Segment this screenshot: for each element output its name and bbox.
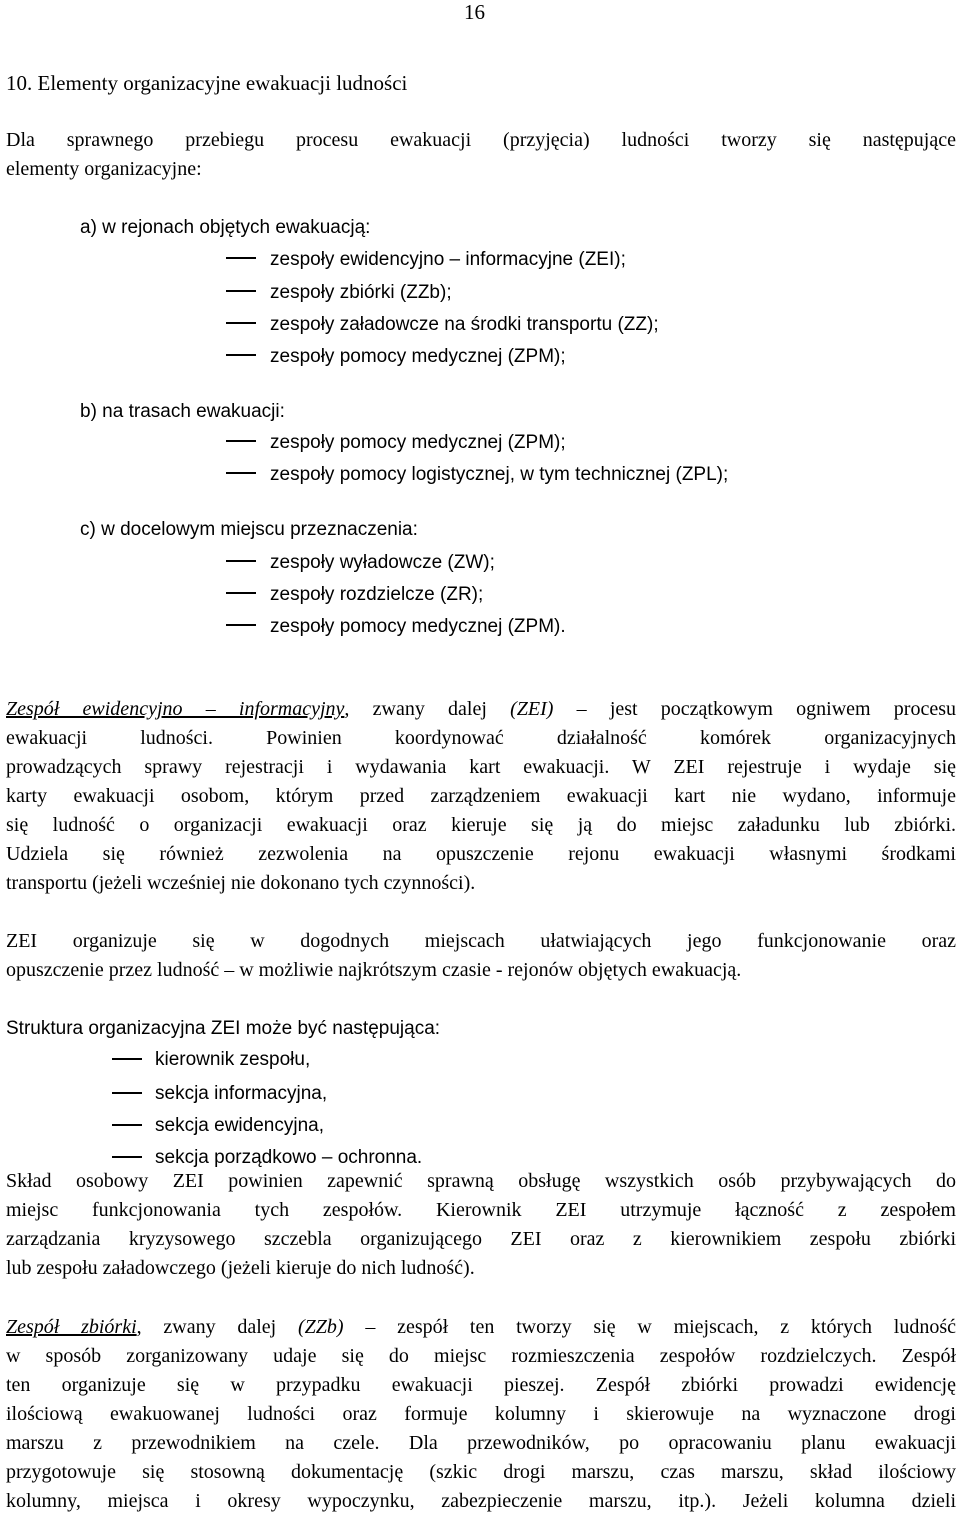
structure-label: Struktura organizacyjna ZEI może być następująca:: [6, 1018, 441, 1039]
text-line: Udziela się również zezwolenia na opuszczenie rejonu ewakuacji własnymi środkami: [6, 843, 956, 865]
text-line: kolumny, miejsca i okresy wypoczynku, zabezpieczenie marszu, itp.). Jeżeli kolumna dzieli: [6, 1490, 956, 1512]
text-line: się ludność o organizacji ewakuacji oraz kieruje się ją do miejsc załadunku lub zbiórki.: [6, 814, 956, 836]
text-fragment: , zwany dalej: [344, 698, 511, 720]
text-line: karty ewakuacji osobom, którym przed zarządzeniem ewakuacji kart nie wydano, informuje: [6, 785, 956, 807]
text-line: [6, 695, 956, 724]
list-item: zespoły załadowcze na środki transportu (ZZ);: [270, 314, 659, 335]
term-zzb: Zespół zbiórki: [6, 1316, 137, 1338]
text-line: miejsc funkcjonowania tych zespołów. Kierownik ZEI utrzymuje łączność z zespołem: [6, 1199, 956, 1221]
text-line: zarządzania kryzysowego szczebla organizującego ZEI oraz z kierownikiem zespołu zbiórki: [6, 1228, 956, 1250]
text-line: ZEI organizuje się w dogodnych miejscach ułatwiających jego funkcjonowanie oraz: [6, 930, 956, 952]
text-fragment: – jest początkowym ogniwem procesu: [553, 698, 957, 720]
list-item: zespoły pomocy logistycznej, w tym technicznej (ZPL);: [270, 464, 729, 485]
dash-bullet-icon: [112, 1124, 142, 1126]
intro-paragraph: [6, 126, 956, 184]
list-item: zespoły rozdzielcze (ZR);: [270, 584, 484, 605]
dash-bullet-icon: [112, 1156, 142, 1158]
list-item: zespoły pomocy medycznej (ZPM);: [270, 432, 566, 453]
list-item: zespoły pomocy medycznej (ZPM);: [270, 346, 566, 367]
dash-bullet-icon: [226, 257, 256, 259]
list-item: kierownik zespołu,: [155, 1049, 311, 1070]
dash-bullet-icon: [226, 592, 256, 594]
list-item: zespoły zbiórki (ZZb);: [270, 282, 452, 303]
text-fragment: – zespół ten tworzy się w miejscach, z których ludność: [343, 1316, 956, 1338]
text-line: Dla sprawnego przebiegu procesu ewakuacji (przyjęcia) ludności tworzy się następujące: [6, 129, 956, 151]
text-line: [6, 1313, 956, 1342]
dash-bullet-icon: [226, 322, 256, 324]
section-heading: 10. Elementy organizacyjne ewakuacji ludności: [6, 71, 408, 95]
text-line: prowadzących sprawy rejestracji i wydawania kart ewakuacji. W ZEI rejestruje i wydaje się: [6, 756, 956, 778]
zzb-paragraph: [6, 1313, 956, 1516]
dash-bullet-icon: [226, 472, 256, 474]
group-a-label: a) w rejonach objętych ewakuacją:: [80, 217, 371, 238]
dash-bullet-icon: [112, 1058, 142, 1060]
dash-bullet-icon: [226, 354, 256, 356]
text-line: przygotowuje się stosowną dokumentację (szkic drogi marszu, czas marszu, skład ilościowy: [6, 1461, 956, 1483]
text-line: lub zespołu załadowczego (jeżeli kieruje do nich ludność).: [6, 1257, 475, 1279]
text-line: ewakuacji ludności. Powinien koordynować działalność komórek organizacyjnych: [6, 727, 956, 749]
list-item: zespoły ewidencyjno – informacyjne (ZEI);: [270, 249, 626, 270]
text-line: marszu z przewodnikiem na czele. Dla przewodników, po opracowaniu planu ewakuacji: [6, 1432, 956, 1454]
group-c-label: c) w docelowym miejscu przeznaczenia:: [80, 519, 418, 540]
text-line: ten organizuje się w przypadku ewakuacji pieszej. Zespół zbiórki prowadzi ewidencję: [6, 1374, 956, 1396]
abbr-zei: (ZEI): [510, 698, 554, 720]
text-line: transportu (jeżeli wcześniej nie dokonano tych czynności).: [6, 872, 476, 894]
staff-paragraph: [6, 1167, 956, 1283]
dash-bullet-icon: [226, 440, 256, 442]
text-line: elementy organizacyjne:: [6, 158, 202, 180]
dash-bullet-icon: [226, 624, 256, 626]
list-item: sekcja informacyjna,: [155, 1083, 328, 1104]
term-zei: Zespół ewidencyjno – informacyjny: [6, 698, 345, 720]
list-item: zespoły wyładowcze (ZW);: [270, 552, 495, 573]
text-fragment: , zwany dalej: [136, 1316, 298, 1338]
group-b-label: b) na trasach ewakuacji:: [80, 401, 285, 422]
list-item: sekcja porządkowo – ochronna.: [155, 1147, 423, 1168]
zei-paragraph: [6, 695, 956, 898]
page-number: 16: [464, 0, 485, 24]
zei-organization-paragraph: [6, 927, 956, 985]
text-line: opuszczenie przez ludność – w możliwie najkrótszym czasie - rejonów objętych ewakuacją.: [6, 959, 742, 981]
list-item: zespoły pomocy medycznej (ZPM).: [270, 616, 566, 637]
dash-bullet-icon: [112, 1092, 142, 1094]
dash-bullet-icon: [226, 290, 256, 292]
text-line: ilościową ewakuowanej ludności oraz formuje kolumny i skierowuje na wyznaczone drogi: [6, 1403, 956, 1425]
list-item: sekcja ewidencyjna,: [155, 1115, 324, 1136]
text-line: Skład osobowy ZEI powinien zapewnić sprawną obsługę wszystkich osób przybywających do: [6, 1170, 956, 1192]
abbr-zzb: (ZZb): [297, 1316, 344, 1338]
text-line: w sposób zorganizowany udaje się do miejsc rozmieszczenia zespołów rozdzielczych. Zespół: [6, 1345, 956, 1367]
dash-bullet-icon: [226, 560, 256, 562]
